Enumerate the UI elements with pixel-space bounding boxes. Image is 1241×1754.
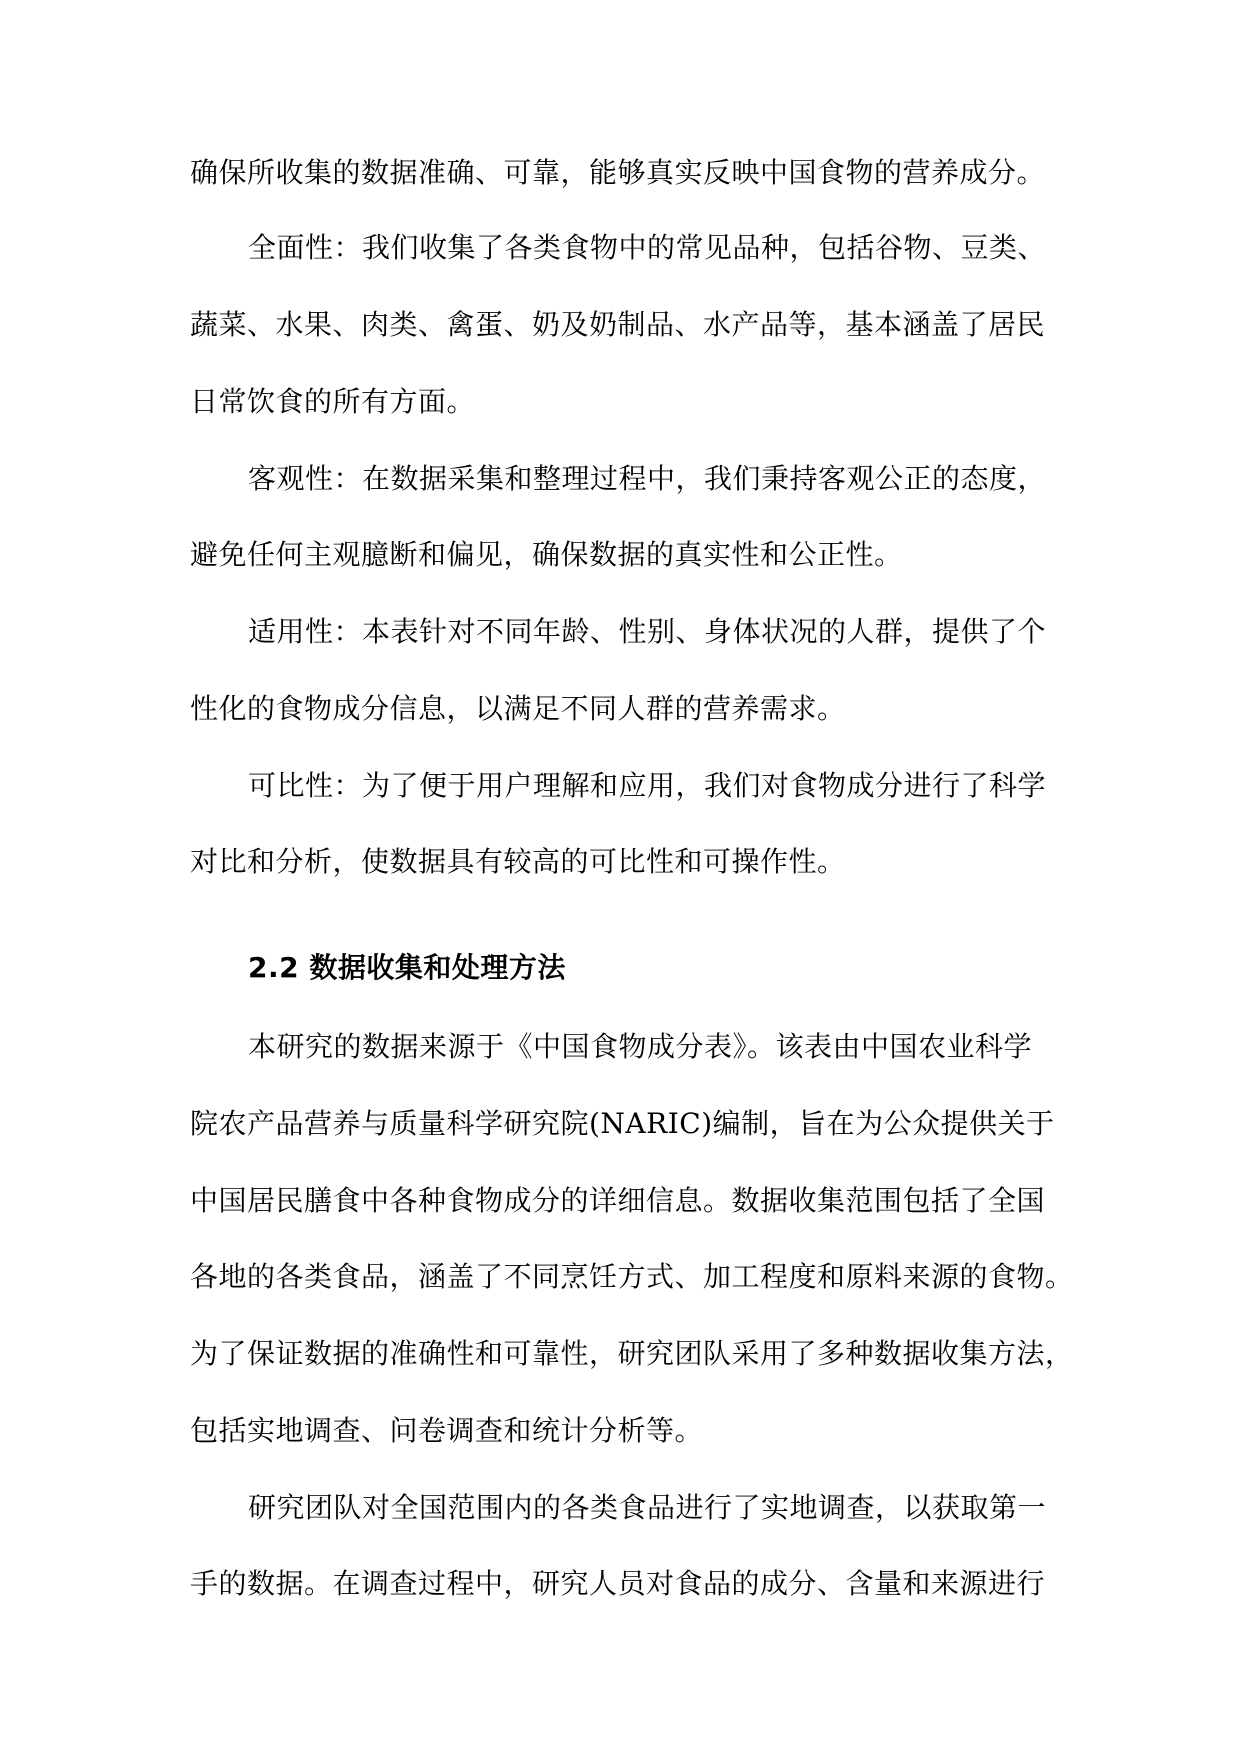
text-line: 本研究的数据来源于《中国食物成分表》。该表由中国农业科学 — [248, 1030, 1033, 1063]
text-line: 院农产品营养与质量科学研究院(NARIC)编制，旨在为公众提供关于 — [190, 1107, 1055, 1140]
text-line: 各地的各类食品，涵盖了不同烹饪方式、加工程度和原料来源的食物。 — [190, 1260, 1074, 1293]
text-line: 对比和分析，使数据具有较高的可比性和可操作性。 — [190, 845, 846, 878]
text-line: 为了保证数据的准确性和可靠性，研究团队采用了多种数据收集方法， — [190, 1337, 1074, 1370]
text-line: 手的数据。在调查过程中，研究人员对食品的成分、含量和来源进行 — [190, 1567, 1046, 1600]
text-line: 全面性：我们收集了各类食物中的常见品种，包括谷物、豆类、 — [248, 231, 1047, 264]
text-line: 适用性：本表针对不同年龄、性别、身体状况的人群，提供了个 — [248, 615, 1047, 648]
text-line: 中国居民膳食中各种食物成分的详细信息。数据收集范围包括了全国 — [190, 1184, 1046, 1217]
text-line: 蔬菜、水果、肉类、禽蛋、奶及奶制品、水产品等，基本涵盖了居民 — [190, 308, 1046, 341]
text-line: 包括实地调查、问卷调查和统计分析等。 — [190, 1414, 704, 1447]
text-line: 确保所收集的数据准确、可靠，能够真实反映中国食物的营养成分。 — [190, 156, 1046, 189]
section-heading: 2.2 数据收集和处理方法 — [248, 951, 566, 984]
text-line: 客观性：在数据采集和整理过程中，我们秉持客观公正的态度， — [248, 462, 1047, 495]
text-line: 研究团队对全国范围内的各类食品进行了实地调查，以获取第一 — [248, 1491, 1047, 1524]
text-line: 可比性：为了便于用户理解和应用，我们对食物成分进行了科学 — [248, 769, 1047, 802]
text-line: 避免任何主观臆断和偏见，确保数据的真实性和公正性。 — [190, 538, 903, 571]
text-line: 日常饮食的所有方面。 — [190, 385, 476, 418]
text-line: 性化的食物成分信息，以满足不同人群的营养需求。 — [190, 692, 846, 725]
